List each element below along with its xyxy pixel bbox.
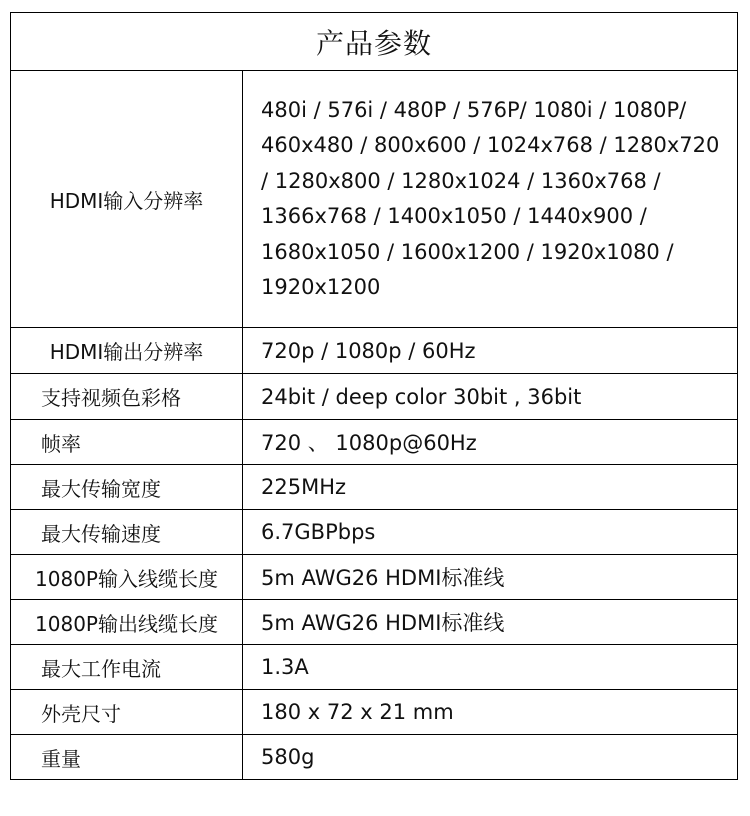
row-value: 580g: [261, 745, 315, 769]
table-row: [11, 465, 737, 510]
table-row: [11, 374, 737, 420]
table-row: [11, 71, 737, 328]
table-row: [11, 645, 737, 690]
row-label: 支持视频色彩格: [11, 374, 243, 419]
spec-table: [10, 12, 738, 780]
row-label: 最大传输速度: [11, 510, 243, 554]
table-row: [11, 555, 737, 600]
row-label: 重量: [11, 735, 243, 779]
row-label: 1080P输出线缆长度: [11, 600, 243, 644]
table-row: [11, 600, 737, 645]
row-label: 1080P输入线缆长度: [11, 555, 243, 599]
row-label: 最大工作电流: [11, 645, 243, 689]
table-row: [11, 420, 737, 465]
table-title: 产品参数: [11, 13, 737, 71]
row-value: 180 x 72 x 21 mm: [261, 700, 454, 724]
row-label: 外壳尺寸: [11, 690, 243, 734]
table-row: [11, 735, 737, 779]
row-label: HDMI输入分辨率: [11, 71, 243, 327]
row-value: 1.3A: [261, 655, 309, 679]
row-label: HDMI输出分辨率: [11, 328, 243, 373]
row-value: 24bit / deep color 30bit , 36bit: [261, 384, 582, 409]
table-row: [11, 690, 737, 735]
row-value: 6.7GBPbps: [261, 520, 376, 544]
table-row: [11, 510, 737, 555]
row-value: 480i / 576i / 480P / 576P/ 1080i / 1080P/ 460x480 / 800x600 / 1024x768 / 1280x720 / 1280x800 / 1280x1024 / 1360x768 / 1366x768 / 1400x1050 / 1440x900 / 1680x1050 / 1600x1200 / 1920x1080 / 1920x1200: [261, 97, 720, 299]
table-row: [11, 328, 737, 374]
row-value: 720p / 1080p / 60Hz: [261, 338, 476, 363]
row-value: 225MHz: [261, 475, 347, 499]
row-label: 最大传输宽度: [11, 465, 243, 509]
row-value: 5m AWG26 HDMI标准线: [261, 566, 505, 590]
row-value: 720 、 1080p@60Hz: [261, 431, 477, 455]
row-value: 5m AWG26 HDMI标准线: [261, 611, 505, 635]
row-label: 帧率: [11, 420, 243, 464]
